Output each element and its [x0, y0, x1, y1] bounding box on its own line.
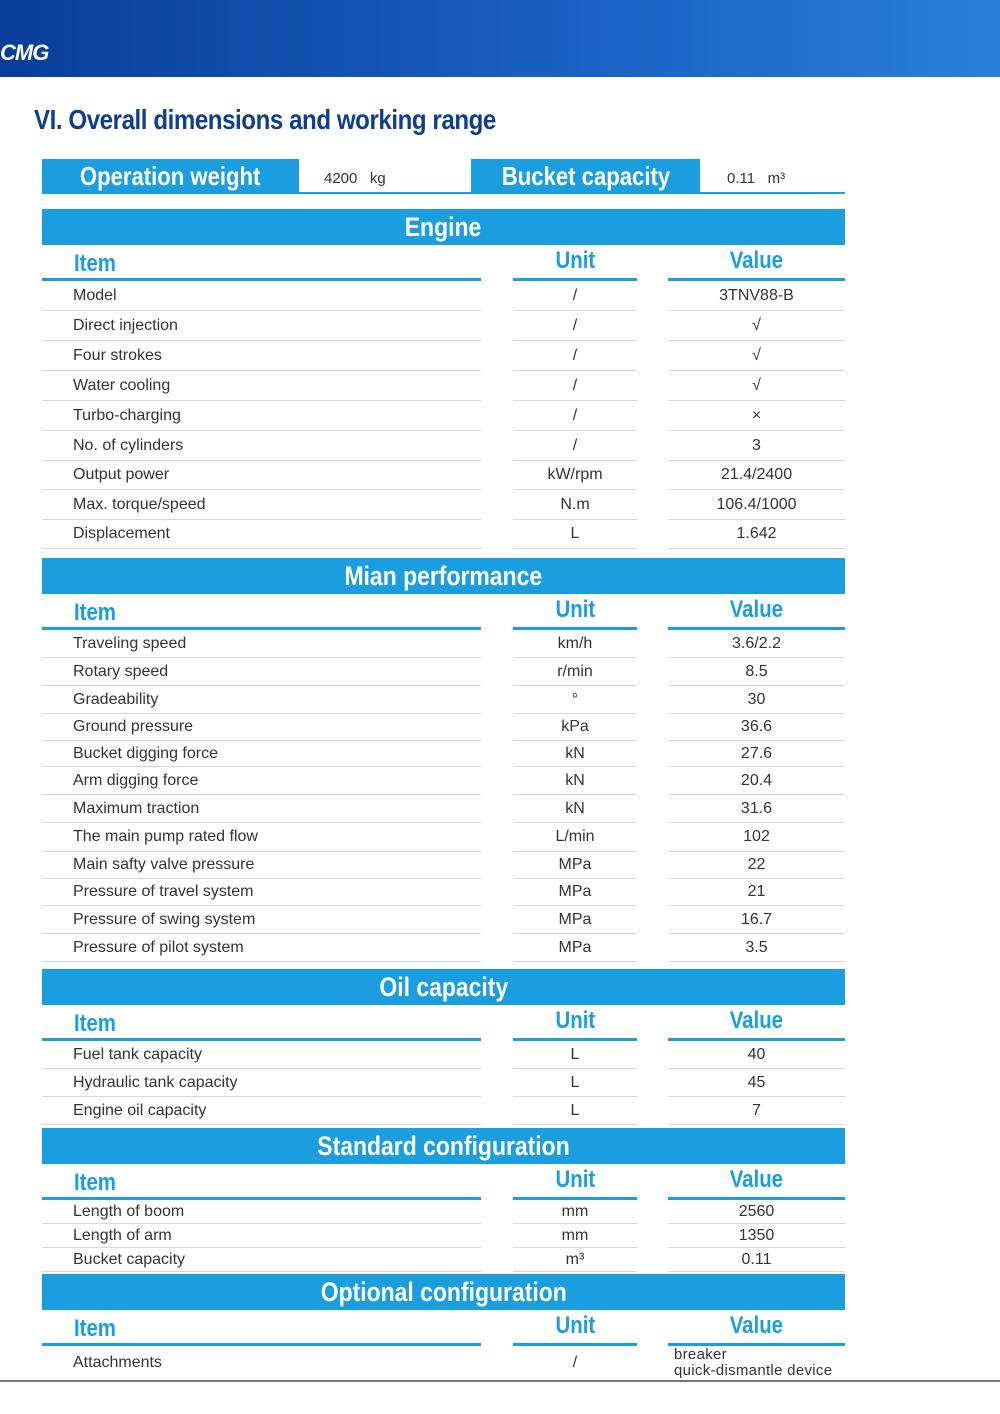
row-item: Length of arm — [42, 1224, 481, 1248]
row-unit: N.m — [513, 490, 637, 520]
operation-weight-label: Operation weight — [42, 159, 299, 194]
column-header-item — [42, 1312, 481, 1346]
column-header-text: Unit — [555, 1166, 595, 1193]
row-unit: / — [513, 371, 637, 401]
row-unit: mm — [513, 1224, 637, 1248]
row-item: Water cooling — [42, 371, 481, 401]
column-header-unit — [513, 593, 637, 630]
table-row — [42, 1224, 845, 1248]
column-header-text: Item — [74, 599, 116, 626]
row-unit: kN — [513, 795, 637, 823]
table-row — [42, 658, 845, 686]
row-item: Four strokes — [42, 341, 481, 371]
column-header-value — [668, 244, 845, 281]
row-value: 40 — [668, 1041, 845, 1069]
table-row — [42, 630, 845, 658]
section-title-text: Mian performance — [344, 561, 543, 591]
column-header-text: Item — [74, 1169, 116, 1196]
row-value: 3.6/2.2 — [668, 630, 845, 658]
column-header-item — [42, 1007, 481, 1041]
row-value: 102 — [668, 823, 845, 852]
row-unit: km/h — [513, 630, 637, 658]
table-row — [42, 934, 845, 962]
row-value: √ — [668, 341, 845, 371]
row-item: Gradeability — [42, 686, 481, 714]
column-header-text: Item — [74, 1010, 116, 1037]
column-header-text: Unit — [555, 1312, 595, 1339]
spec-section — [42, 1274, 845, 1381]
row-value: 1.642 — [668, 520, 845, 549]
row-value: 1350 — [668, 1224, 845, 1248]
row-unit: kW/rpm — [513, 461, 637, 490]
section-title-text: Standard configuration — [317, 1131, 570, 1161]
section-title — [42, 969, 845, 1005]
row-unit: kN — [513, 741, 637, 767]
row-item: Max. torque/speed — [42, 490, 481, 520]
row-value: 7 — [668, 1097, 845, 1125]
row-value: × — [668, 401, 845, 431]
column-header-text: Value — [729, 596, 784, 623]
page-title: VI. Overall dimensions and working range — [34, 104, 496, 135]
row-value: 36.6 — [668, 714, 845, 741]
section-title — [42, 558, 845, 594]
table-row — [42, 520, 845, 549]
row-item: Rotary speed — [42, 658, 481, 686]
row-item: Turbo-charging — [42, 401, 481, 431]
row-item: Fuel tank capacity — [42, 1041, 481, 1069]
table-row — [42, 823, 845, 852]
brand-logo: CMG — [0, 40, 49, 65]
spec-section — [42, 558, 845, 962]
row-unit: L — [513, 1041, 637, 1069]
row-value: 31.6 — [668, 795, 845, 823]
row-value: √ — [668, 371, 845, 401]
column-header-row — [42, 245, 845, 281]
row-value: 2560 — [668, 1200, 845, 1224]
row-unit: MPa — [513, 906, 637, 934]
row-value: 3 — [668, 431, 845, 461]
section-title — [42, 1274, 845, 1310]
row-item: No. of cylinders — [42, 431, 481, 461]
row-item: Ground pressure — [42, 714, 481, 741]
bucket-capacity-value: 0.11 m³ — [700, 159, 845, 194]
row-value: 106.4/1000 — [668, 490, 845, 520]
column-header-text: Item — [74, 1315, 116, 1342]
table-row — [42, 461, 845, 490]
row-value: 30 — [668, 686, 845, 714]
row-unit: MPa — [513, 934, 637, 962]
row-item: Arm digging force — [42, 767, 481, 795]
row-item: Main safty valve pressure — [42, 852, 481, 879]
column-header-row — [42, 1005, 845, 1041]
row-unit: / — [513, 1346, 637, 1381]
column-header-text: Value — [729, 1007, 784, 1034]
table-row — [42, 795, 845, 823]
row-unit: / — [513, 311, 637, 341]
table-row — [42, 1346, 845, 1381]
row-item: Maximum traction — [42, 795, 481, 823]
section-title — [42, 209, 845, 245]
row-item: Pressure of travel system — [42, 879, 481, 906]
column-header-text: Unit — [555, 1007, 595, 1034]
row-unit: m³ — [513, 1248, 637, 1272]
table-row — [42, 852, 845, 879]
row-value — [668, 1346, 845, 1381]
table-row — [42, 341, 845, 371]
column-header-item — [42, 247, 481, 281]
row-item: Direct injection — [42, 311, 481, 341]
table-row — [42, 1069, 845, 1097]
column-header-row — [42, 594, 845, 630]
row-unit: ° — [513, 686, 637, 714]
column-header-text: Item — [74, 250, 116, 277]
table-row — [42, 686, 845, 714]
column-header-unit — [513, 1309, 637, 1346]
row-value: 16.7 — [668, 906, 845, 934]
row-unit: L — [513, 1097, 637, 1125]
bucket-capacity-label: Bucket capacity — [471, 159, 700, 194]
column-header-row — [42, 1164, 845, 1200]
row-value: 21.4/2400 — [668, 461, 845, 490]
row-item: Engine oil capacity — [42, 1097, 481, 1125]
row-item: Pressure of pilot system — [42, 934, 481, 962]
row-value-line: quick-dismantle device — [674, 1362, 833, 1379]
column-header-value — [668, 593, 845, 630]
row-value: √ — [668, 311, 845, 341]
column-header-value — [668, 1309, 845, 1346]
section-title-text: Engine — [405, 212, 482, 242]
row-unit: MPa — [513, 852, 637, 879]
row-item: Hydraulic tank capacity — [42, 1069, 481, 1097]
row-item: The main pump rated flow — [42, 823, 481, 852]
row-unit: kPa — [513, 714, 637, 741]
table-row — [42, 767, 845, 795]
table-row — [42, 906, 845, 934]
spec-section — [42, 969, 845, 1125]
table-row — [42, 1248, 845, 1272]
row-value: 20.4 — [668, 767, 845, 795]
spec-section — [42, 209, 845, 549]
table-row — [42, 1097, 845, 1125]
row-value: 8.5 — [668, 658, 845, 686]
row-value: 3.5 — [668, 934, 845, 962]
row-value: 3TNV88-B — [668, 281, 845, 311]
table-row — [42, 281, 845, 311]
row-item: Bucket capacity — [42, 1248, 481, 1272]
row-unit: / — [513, 401, 637, 431]
row-value: 27.6 — [668, 741, 845, 767]
column-header-text: Value — [729, 1312, 784, 1339]
table-row — [42, 1041, 845, 1069]
row-value: 0.11 — [668, 1248, 845, 1272]
row-unit: / — [513, 341, 637, 371]
row-item: Bucket digging force — [42, 741, 481, 767]
footer-divider — [0, 1380, 1000, 1382]
header-banner — [0, 0, 1000, 77]
row-item: Traveling speed — [42, 630, 481, 658]
column-header-unit — [513, 244, 637, 281]
row-item: Pressure of swing system — [42, 906, 481, 934]
table-row — [42, 490, 845, 520]
column-header-unit — [513, 1163, 637, 1200]
column-header-text: Value — [729, 247, 784, 274]
row-value: 22 — [668, 852, 845, 879]
column-header-row — [42, 1310, 845, 1346]
row-item: Model — [42, 281, 481, 311]
column-header-text: Unit — [555, 596, 595, 623]
row-item: Length of boom — [42, 1200, 481, 1224]
spec-section — [42, 1128, 845, 1272]
row-unit: mm — [513, 1200, 637, 1224]
column-header-text: Value — [729, 1166, 784, 1193]
row-unit: L — [513, 520, 637, 549]
row-item: Attachments — [42, 1346, 481, 1381]
column-header-unit — [513, 1004, 637, 1041]
table-row — [42, 879, 845, 906]
row-unit: L — [513, 1069, 637, 1097]
row-unit: MPa — [513, 879, 637, 906]
column-header-value — [668, 1163, 845, 1200]
table-row — [42, 431, 845, 461]
row-value: 21 — [668, 879, 845, 906]
row-value-line: breaker — [674, 1346, 727, 1363]
column-header-text: Unit — [555, 247, 595, 274]
table-row — [42, 371, 845, 401]
section-title-text: Optional configuration — [320, 1277, 567, 1307]
row-unit: / — [513, 431, 637, 461]
section-title — [42, 1128, 845, 1164]
row-item: Displacement — [42, 520, 481, 549]
row-value: 45 — [668, 1069, 845, 1097]
row-unit: kN — [513, 767, 637, 795]
row-unit: r/min — [513, 658, 637, 686]
row-item: Output power — [42, 461, 481, 490]
table-row — [42, 741, 845, 767]
row-unit: L/min — [513, 823, 637, 852]
table-row — [42, 401, 845, 431]
summary-row — [42, 159, 845, 196]
column-header-value — [668, 1004, 845, 1041]
row-unit: / — [513, 281, 637, 311]
table-row — [42, 311, 845, 341]
table-row — [42, 1200, 845, 1224]
column-header-item — [42, 596, 481, 630]
operation-weight-value: 4200 kg — [299, 159, 471, 194]
column-header-item — [42, 1166, 481, 1200]
section-title-text: Oil capacity — [379, 972, 508, 1002]
table-row — [42, 714, 845, 741]
